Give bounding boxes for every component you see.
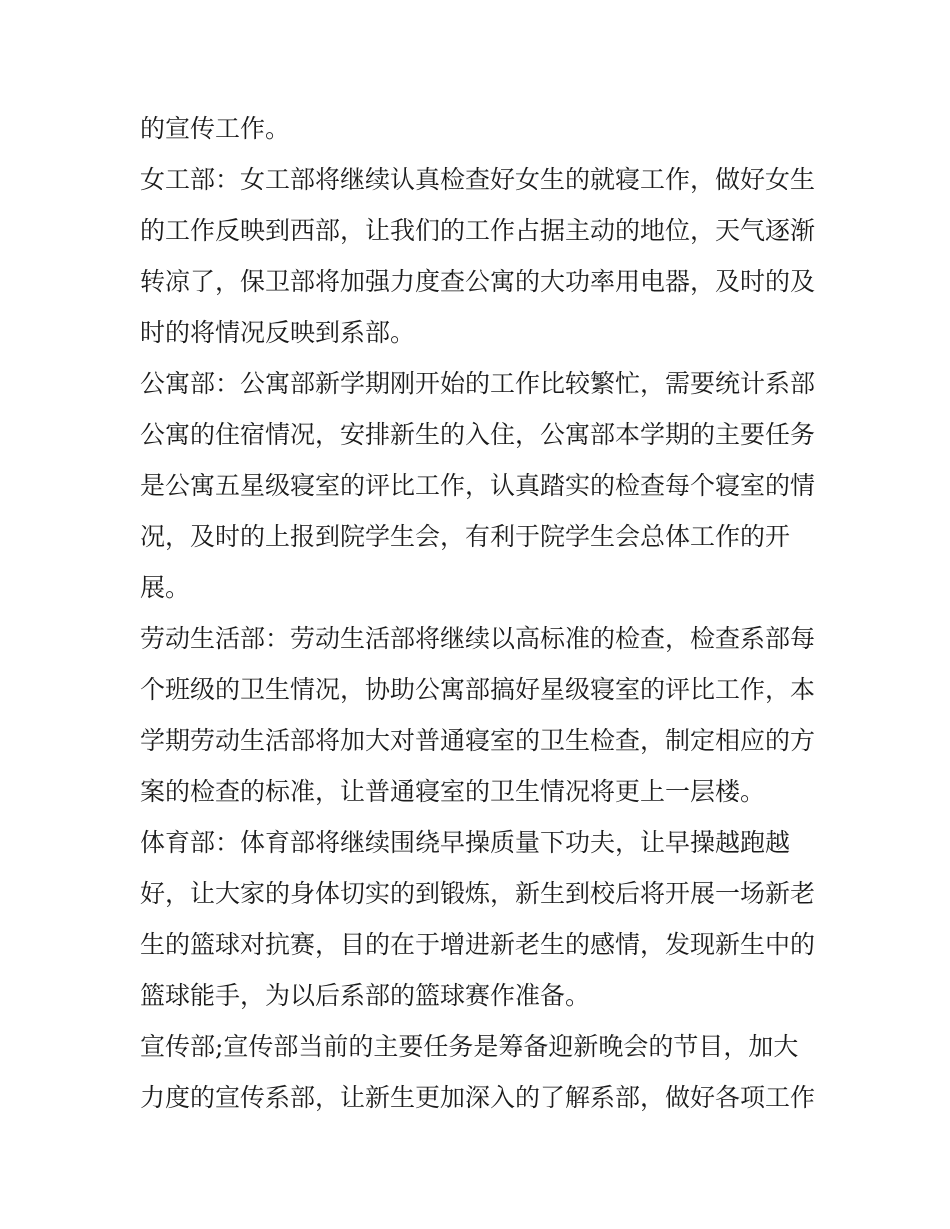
text-line: 况，及时的上报到院学生会，有利于院学生会总体工作的开 xyxy=(140,522,791,551)
text-line: 时的将情况反映到系部。 xyxy=(140,318,416,347)
text-line: 篮球能手，为以后系部的篮球赛作准备。 xyxy=(140,981,591,1010)
text-line: 的宣传工作。 xyxy=(140,114,291,143)
text-line: 转凉了，保卫部将加强力度查公寓的大功率用电器，及时的及 xyxy=(140,267,816,296)
text-line: 个班级的卫生情况，协助公寓部搞好星级寝室的评比工作，本 xyxy=(140,675,816,704)
text-line: 案的检查的标准，让普通寝室的卫生情况将更上一层楼。 xyxy=(140,777,766,806)
text-line: 劳动生活部：劳动生活部将继续以高标准的检查，检查系部每 xyxy=(140,624,816,653)
text-line: 力度的宣传系部，让新生更加深入的了解系部，做好各项工作 xyxy=(140,1083,816,1112)
text-line: 公寓的住宿情况，安排新生的入住，公寓部本学期的主要任务 xyxy=(140,420,816,449)
text-line: 是公寓五星级寝室的评比工作，认真踏实的检查每个寝室的情 xyxy=(140,471,816,500)
text-line: 展。 xyxy=(140,573,191,602)
text-line: 学期劳动生活部将加大对普通寝室的卫生检查，制定相应的方 xyxy=(140,726,816,755)
text-line: 生的篮球对抗赛，目的在于增进新老生的感情，发现新生中的 xyxy=(140,930,816,959)
text-line: 宣传部;宣传部当前的主要任务是筹备迎新晚会的节目，加大 xyxy=(140,1032,799,1061)
text-line: 体育部：体育部将继续围绕早操质量下功夫，让早操越跑越 xyxy=(140,828,791,857)
document-body xyxy=(140,103,820,1123)
text-line: 的工作反映到西部，让我们的工作占据主动的地位，天气逐渐 xyxy=(140,216,816,245)
text-line: 公寓部：公寓部新学期刚开始的工作比较繁忙，需要统计系部 xyxy=(140,369,816,398)
text-line: 女工部：女工部将继续认真检查好女生的就寝工作，做好女生 xyxy=(140,165,816,194)
text-line: 好，让大家的身体切实的到锻炼，新生到校后将开展一场新老 xyxy=(140,879,816,908)
